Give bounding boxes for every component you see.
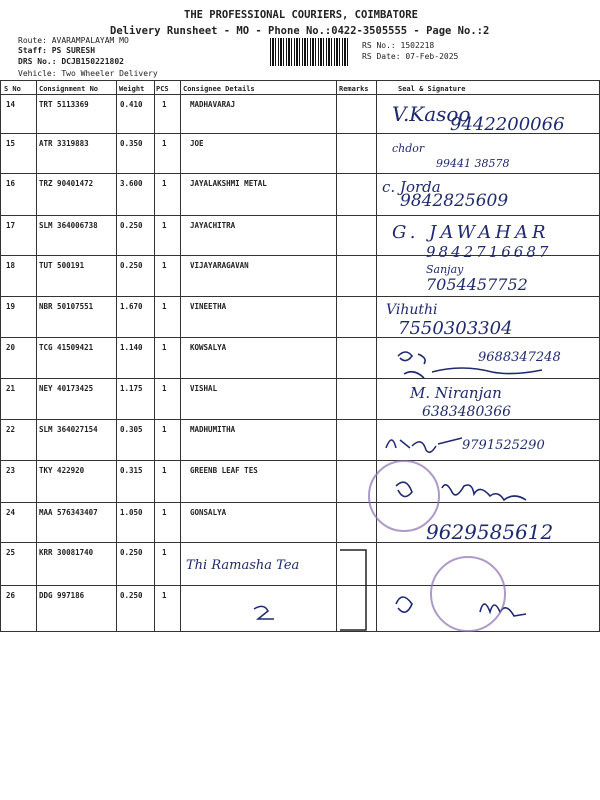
cell-consignment-no: DDG 997186 xyxy=(39,591,85,600)
signature-16-phone: 9842825609 xyxy=(400,191,509,211)
cell-consignment-no: NEY 40173425 xyxy=(39,384,94,393)
signature-17-phone: 9842716687 xyxy=(426,243,552,261)
cell-consignment-no: TRT 5113369 xyxy=(39,100,89,109)
cell-consignee-name: JAYALAKSHMI METAL xyxy=(190,179,267,188)
col-remarks: Remarks xyxy=(339,85,369,93)
vehicle-label: Vehicle: Two Wheeler Delivery xyxy=(18,69,158,78)
signature-19-phone: 7550303304 xyxy=(398,318,513,339)
staff-label: Staff: PS SURESH xyxy=(18,46,96,55)
cell-pcs: 1 xyxy=(162,425,167,434)
cell-pcs: 1 xyxy=(162,508,167,517)
cell-sno: 21 xyxy=(6,384,16,393)
barcode-image xyxy=(270,38,350,66)
cell-consignee-name: VISHAL xyxy=(190,384,218,393)
cell-consignment-no: ATR 3319883 xyxy=(39,139,89,148)
signature-21-name: M. Niranjan xyxy=(410,384,502,402)
cell-consignee-name: GREENB LEAF TES xyxy=(190,466,258,475)
cell-consignment-no: NBR 50107551 xyxy=(39,302,94,311)
company-seal-stamp xyxy=(368,460,440,532)
page-title: THE PROFESSIONAL COURIERS, COIMBATORE xyxy=(184,9,418,21)
cell-weight: 0.250 xyxy=(120,591,143,600)
cell-sno: 22 xyxy=(6,425,16,434)
col-signature: Seal & Signature xyxy=(398,85,466,93)
cell-sno: 24 xyxy=(6,508,16,517)
cell-consignee-name: MADHUMITHA xyxy=(190,425,236,434)
signature-16-name: c. Jorda xyxy=(382,178,441,196)
cell-weight: 0.250 xyxy=(120,261,143,270)
cell-weight: 1.050 xyxy=(120,508,143,517)
route-label: Route: AVARAMPALAYAM MO xyxy=(18,36,129,45)
cell-sno: 17 xyxy=(6,221,16,230)
cell-consignee-name: MADHAVARAJ xyxy=(190,100,236,109)
cell-pcs: 1 xyxy=(162,384,167,393)
signature-18-name: Sanjay xyxy=(426,263,464,276)
rs-number: RS No.: 1502218 xyxy=(362,41,435,50)
signature-26-scribble xyxy=(250,601,280,625)
col-pcs: PCS xyxy=(156,85,169,93)
cell-weight: 0.350 xyxy=(120,139,143,148)
cell-consignment-no: MAA 576343407 xyxy=(39,508,98,517)
col-sno: S No xyxy=(4,85,21,93)
signature-21-phone: 6383480366 xyxy=(422,404,512,420)
cell-pcs: 1 xyxy=(162,302,167,311)
cell-weight: 0.410 xyxy=(120,100,143,109)
signature-24-phone: 9629585612 xyxy=(426,520,554,544)
cell-weight: 1.140 xyxy=(120,343,143,352)
cell-pcs: 1 xyxy=(162,139,167,148)
cell-consignment-no: SLM 364027154 xyxy=(39,425,98,434)
cell-weight: 0.315 xyxy=(120,466,143,475)
signature-22-scribble xyxy=(382,430,472,456)
col-weight: Weight xyxy=(119,85,145,93)
cell-pcs: 1 xyxy=(162,343,167,352)
cell-consignment-no: TCG 41509421 xyxy=(39,343,94,352)
cell-weight: 0.250 xyxy=(120,221,143,230)
cell-consignee-name: GONSALYA xyxy=(190,508,227,517)
signature-18-phone: 7054457752 xyxy=(426,275,528,294)
signature-14-phone: 9442200066 xyxy=(450,114,565,135)
cell-consignment-no: KRR 30081740 xyxy=(39,548,94,557)
cell-pcs: 1 xyxy=(162,591,167,600)
cell-pcs: 1 xyxy=(162,221,167,230)
signature-14-name: V.Kasoo xyxy=(392,102,471,126)
consignee-25-handwritten: Thi Ramasha Tea xyxy=(186,558,300,573)
cell-pcs: 1 xyxy=(162,261,167,270)
signature-15-phone: 99441 38578 xyxy=(436,157,510,170)
cell-sno: 26 xyxy=(6,591,16,600)
drs-label: DRS No.: DCJB150221802 xyxy=(18,57,124,66)
cell-weight: 0.250 xyxy=(120,548,143,557)
col-consignee: Consignee Details xyxy=(183,85,255,93)
rs-date: RS Date: 07-Feb-2025 xyxy=(362,52,459,61)
cell-consignee-name: VIJAYARAGAVAN xyxy=(190,261,249,270)
cell-weight: 1.670 xyxy=(120,302,143,311)
signature-15-name: chdor xyxy=(392,142,425,155)
runsheet-table xyxy=(0,80,600,632)
cell-weight: 3.600 xyxy=(120,179,143,188)
cell-sno: 20 xyxy=(6,343,16,352)
cell-sno: 14 xyxy=(6,100,16,109)
cell-consignment-no: SLM 364006738 xyxy=(39,221,98,230)
cell-sno: 19 xyxy=(6,302,16,311)
cell-sno: 23 xyxy=(6,466,16,475)
cell-consignee-name: JOE xyxy=(190,139,204,148)
cell-weight: 1.175 xyxy=(120,384,143,393)
cell-pcs: 1 xyxy=(162,100,167,109)
signature-22-phone: 9791525290 xyxy=(462,438,545,453)
cell-consignee-name: JAYACHITRA xyxy=(190,221,236,230)
cell-consignee-name: VINEETHA xyxy=(190,302,227,311)
company-seal-stamp-2 xyxy=(430,556,506,632)
cell-weight: 0.305 xyxy=(120,425,143,434)
cell-consignment-no: TUT 500191 xyxy=(39,261,85,270)
bracket-mark xyxy=(336,546,376,636)
signature-17-name: G. JAWAHAR xyxy=(392,222,550,243)
cell-pcs: 1 xyxy=(162,179,167,188)
cell-sno: 16 xyxy=(6,179,16,188)
cell-pcs: 1 xyxy=(162,548,167,557)
signature-19-name: Vihuthi xyxy=(386,302,438,318)
cell-consignee-name: KOWSALYA xyxy=(190,343,227,352)
signature-20-scribble xyxy=(392,346,582,386)
signature-20-phone: 9688347248 xyxy=(478,350,561,365)
cell-consignment-no: TKY 422920 xyxy=(39,466,85,475)
cell-sno: 25 xyxy=(6,548,16,557)
cell-sno: 15 xyxy=(6,139,16,148)
page-subtitle: Delivery Runsheet - MO - Phone No.:0422-3505555 - Page No.:2 xyxy=(110,25,490,37)
col-consignment: Consignment No xyxy=(39,85,99,93)
cell-consignment-no: TRZ 90401472 xyxy=(39,179,94,188)
cell-pcs: 1 xyxy=(162,466,167,475)
cell-sno: 18 xyxy=(6,261,16,270)
